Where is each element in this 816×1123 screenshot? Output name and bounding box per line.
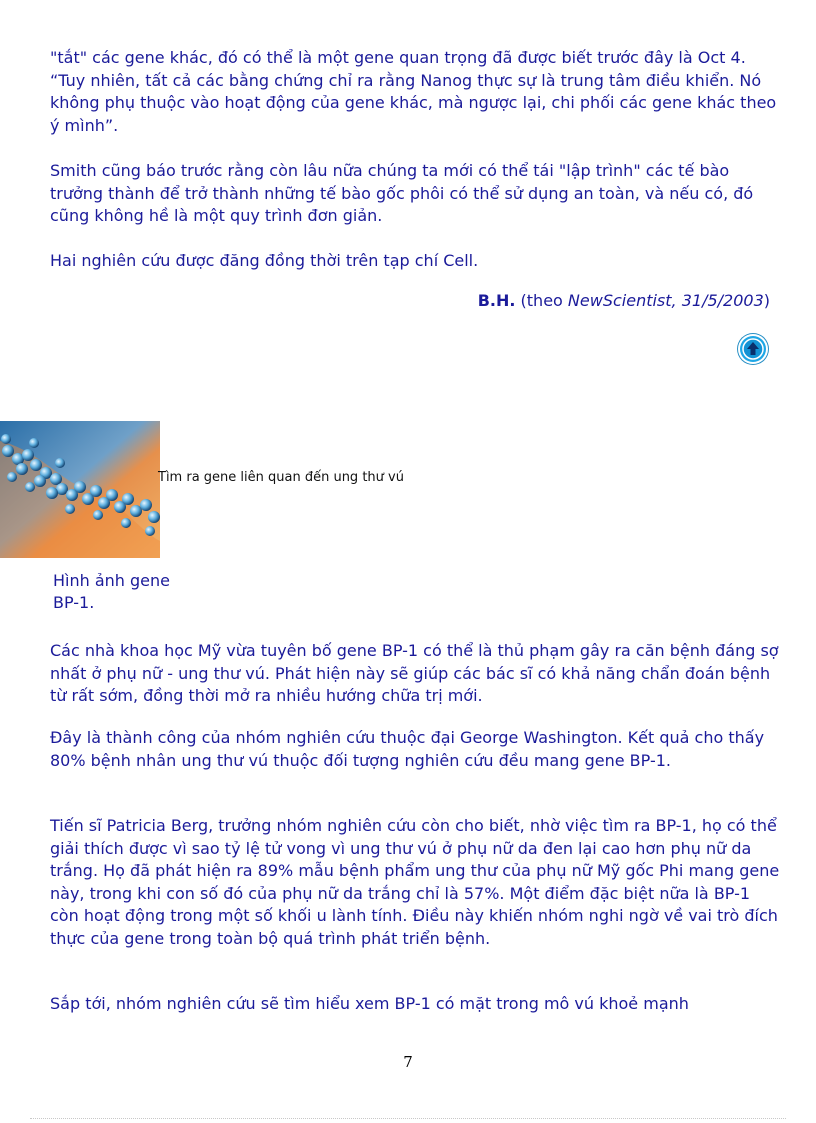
caption-line: Hình ảnh gene xyxy=(53,571,170,590)
article-paragraph: Đây là thành công của nhóm nghiên cứu thuộc đại George Washington. Kết quả cho thấy 80% bệnh nhân ung thư vú thuộc đối tượng nghiên cứu đều mang gene BP-1. xyxy=(50,728,765,770)
page-number: 7 xyxy=(403,1053,413,1071)
article-paragraph: Các nhà khoa học Mỹ vừa tuyên bố gene BP-1 có thể là thủ phạm gây ra căn bệnh đáng sợ nhất ở phụ nữ - ung thư vú. Phát hiện này sẽ giúp các bác sĩ có khả năng chẩn đoán bệnh từ rất sớm, đồng thời mở ra nhiều hướng chữa trị mới. xyxy=(50,641,779,705)
article-paragraph: Sắp tới, nhóm nghiên cứu sẽ tìm hiểu xem BP-1 có mặt trong mô vú khoẻ mạnh xyxy=(50,994,689,1013)
citation-author: B.H. xyxy=(477,291,516,310)
citation-suffix: ) xyxy=(763,291,770,310)
up-arrow-circle-icon xyxy=(742,338,764,360)
gene-image xyxy=(0,421,160,558)
section-heading: Tìm ra gene liên quan đến ung thư vú xyxy=(158,470,404,485)
article-paragraph: Hai nghiên cứu được đăng đồng thời trên tạp chí Cell. xyxy=(50,251,479,270)
article-paragraph: Smith cũng báo trước rằng còn lâu nữa chúng ta mới có thể tái "lập trình" các tế bào trưởng thành để trở thành những tế bào gốc phôi có thể sử dụng an toàn, và nếu có, đó cũng không hề là một quy trình đơn giản. xyxy=(50,161,754,225)
article-paragraph: "tắt" các gene khác, đó có thể là một gene quan trọng đã được biết trước đây là Oct 4. “Tuy nhiên, tất cả các bằng chứng chỉ ra rằng Nanog thực sự là trung tâm điều khiển. Nó không phụ thuộc vào hoạt động của gene khác, mà ngược lại, chi phối các gene khác theo ý mình”. xyxy=(50,48,777,135)
caption-line: BP-1. xyxy=(53,593,95,612)
page-edge-divider xyxy=(30,1118,786,1119)
article-paragraph: Tiến sĩ Patricia Berg, trưởng nhóm nghiên cứu còn cho biết, nhờ việc tìm ra BP-1, họ có thể giải thích được vì sao tỷ lệ tử vong vì ung thư vú ở phụ nữ da đen lại cao hơn phụ nữ da trắng. Họ đã phát hiện ra 89% mẫu bệnh phẩm ung thư của phụ nữ Mỹ gốc Phi mang gene này, trong khi con số đó của phụ nữ da trắng chỉ là 57%. Một điểm đặc biệt nữa là BP-1 còn hoạt động trong một số khối u lành tính. Điều này khiến nhóm nghi ngờ về vai trò đích thực của gene trong toàn bộ quá trình phát triển bệnh. xyxy=(50,816,780,948)
citation-prefix: (theo xyxy=(515,291,568,310)
image-caption xyxy=(53,570,170,614)
citation-source: NewScientist, 31/5/2003 xyxy=(567,291,764,310)
article-citation xyxy=(478,290,770,312)
back-to-top-button[interactable] xyxy=(738,334,768,364)
